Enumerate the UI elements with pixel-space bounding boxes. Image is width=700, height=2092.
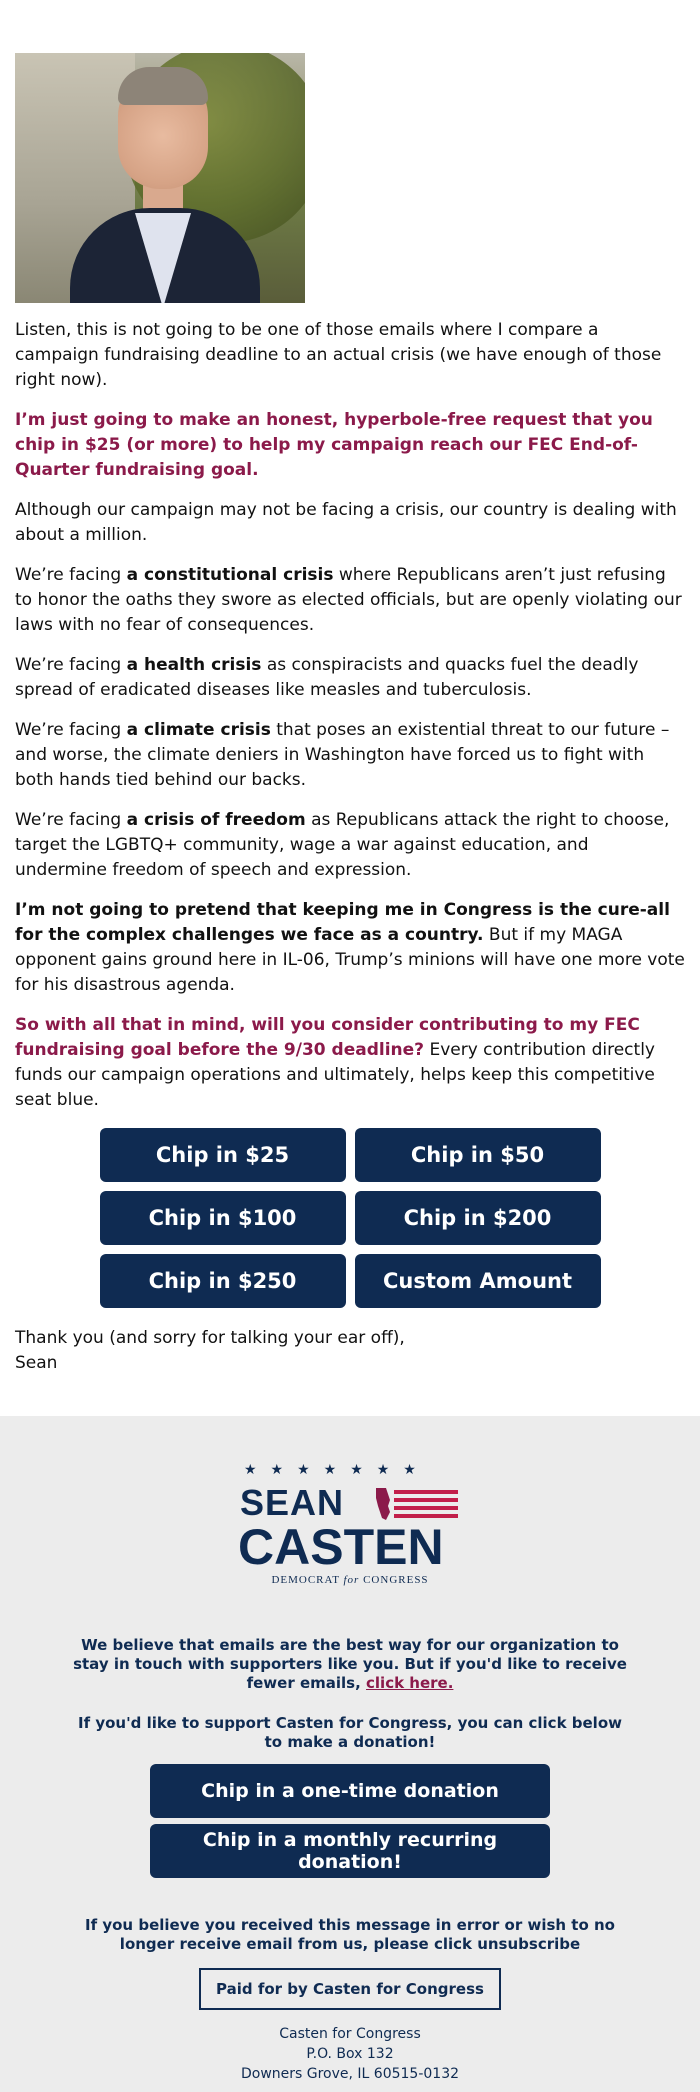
support-text: If you'd like to support Casten for Congress, you can click below to make a donation! — [78, 1714, 622, 1751]
chip-in-50-button[interactable]: Chip in $50 — [355, 1128, 601, 1182]
address-line: P.O. Box 132 — [306, 2046, 394, 2062]
paid-for-disclaimer: Paid for by Casten for Congress — [199, 1968, 501, 2010]
paragraph-crisis: Although our campaign may not be facing a crisis, our country is dealing with about a million. — [15, 500, 677, 545]
donation-button-grid — [15, 1128, 685, 1308]
candidate-photo — [15, 53, 305, 303]
one-time-donation-button[interactable]: Chip in a one-time donation — [150, 1764, 550, 1818]
paragraph-deadline: So with all that in mind, will you consider contributing to my FEC fundraising goal before the 9/30 deadline? Every contribution directly funds our campaign operations and ultimately, helps keep this competitive seat blue. — [15, 1015, 655, 1110]
illinois-flag-icon — [372, 1486, 460, 1522]
logo-last-name: CASTEN — [238, 1519, 444, 1575]
logo-tagline: DEMOCRAT for CONGRESS — [271, 1574, 429, 1586]
fewer-emails-link[interactable]: click here. — [366, 1674, 454, 1692]
email-preference-text: We believe that emails are the best way for our organization to stay in touch with supporters like you. But if you'd like to receive fewer emails, click here. — [73, 1636, 627, 1692]
unsubscribe-text[interactable]: If you believe you received this message in error or wish to no longer receive email from us, please click unsubscribe — [85, 1916, 615, 1953]
signoff-name: Sean — [15, 1353, 58, 1373]
logo-first-name: SEAN — [240, 1482, 345, 1523]
paragraph-congress: I’m not going to pretend that keeping me in Congress is the cure-all for the complex challenges we face as a country. But if my MAGA opponent gains ground here in IL-06, Trump’s minions will have one more vote for his disastrous agenda. — [15, 900, 685, 995]
custom-amount-button[interactable]: Custom Amount — [355, 1254, 601, 1308]
stars-icon: ★★★★★★★ — [244, 1462, 430, 1478]
chip-in-250-button[interactable]: Chip in $250 — [100, 1254, 346, 1308]
paragraph-climate-crisis: We’re facing a climate crisis that poses an existential threat to our future – and worse, the climate deniers in Washington have forced us to fight with both hands tied behind our backs. — [15, 720, 670, 790]
address-line: Downers Grove, IL 60515-0132 — [240, 2066, 460, 2082]
chip-in-100-button[interactable]: Chip in $100 — [100, 1191, 346, 1245]
paragraph-health-crisis: We’re facing a health crisis as conspiracists and quacks fuel the deadly spread of eradicated diseases like measles and tuberculosis. — [15, 655, 639, 700]
signoff — [15, 1326, 685, 1376]
chip-in-25-button[interactable]: Chip in $25 — [100, 1128, 346, 1182]
paragraph-constitutional-crisis: We’re facing a constitutional crisis where Republicans aren’t just refusing to honor the oaths they swore as elected officials, but are openly violating our laws with no fear of consequences. — [15, 565, 682, 635]
signoff-line: Thank you (and sorry for talking your ear off), — [15, 1328, 405, 1348]
email-footer — [0, 1416, 700, 2092]
mailing-address — [0, 2024, 700, 2084]
monthly-donation-button[interactable]: Chip in a monthly recurring donation! — [150, 1824, 550, 1878]
campaign-logo — [240, 1462, 460, 1594]
paragraph-freedom-crisis: We’re facing a crisis of freedom as Republicans attack the right to choose, target the LGBTQ+ community, wage a war against education, and undermine freedom of speech and expression. — [15, 810, 670, 880]
chip-in-200-button[interactable]: Chip in $200 — [355, 1191, 601, 1245]
paragraph-ask: I’m just going to make an honest, hyperbole-free request that you chip in $25 (or more) to help my campaign reach our FEC End-of-Quarter fundraising goal. — [15, 410, 653, 480]
paragraph-intro: Listen, this is not going to be one of those emails where I compare a campaign fundraising deadline to an actual crisis (we have enough of those right now). — [15, 320, 662, 390]
address-line: Casten for Congress — [279, 2026, 421, 2042]
